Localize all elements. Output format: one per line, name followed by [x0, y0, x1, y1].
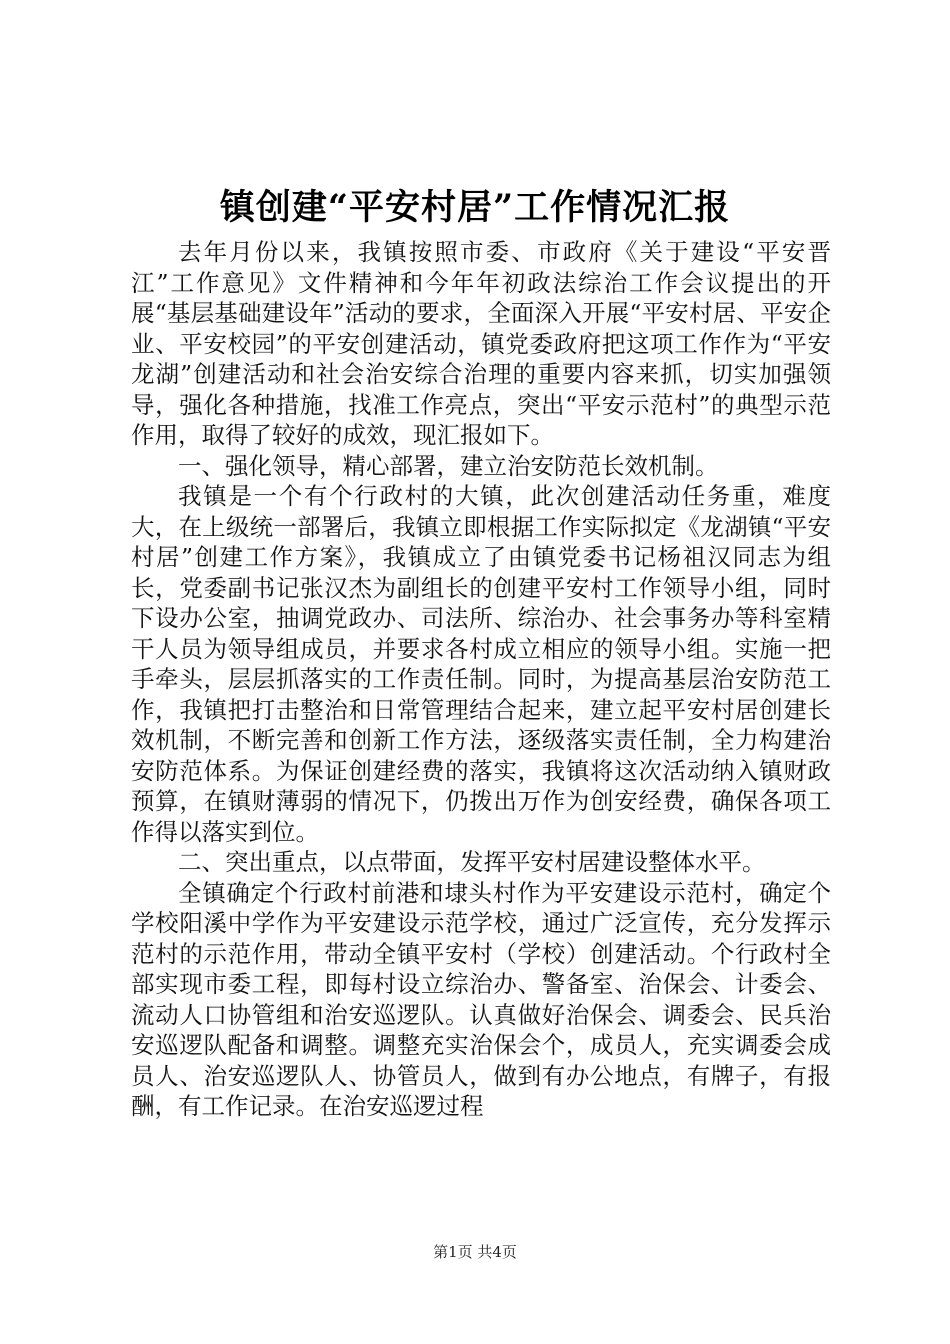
- page-footer: 第1页 共4页: [433, 1243, 517, 1261]
- section-heading-1: 一、强化领导，精心部署，建立治安防范长效机制。: [178, 451, 719, 480]
- paragraph-section-1: 我镇是一个有个行政村的大镇，此次创建活动任务重，难度大，在上级统一部署后，我镇立即根据工作实际拟定《龙湖镇“平安村居”创建工作方案》，我镇成立了由镇党委书记杨祖汉同志为组长，党委副书记张汉杰为副组长的创建平安村工作领导小组，同时下设办公室，抽调党政办、司法所、综治办、社会事务办等科室精干人员为领导组成员，并要求各村成立相应的领导小组。实施一把手牵头，层层抓落实的工作责任制。同时，为提高基层治安防范工作，我镇把打击整治和日常管理结合起来，建立起平安村居创建长效机制，不断完善和创新工作方法，逐级落实责任制，全力构建治安防范体系。为保证创建经费的落实，我镇将这次活动纳入镇财政预算，在镇财薄弱的情况下，仍拨出万作为创安经费，确保各项工作得以落实到位。: [131, 482, 831, 846]
- page-title: 镇创建“平安村居”工作情况汇报: [219, 187, 731, 228]
- document-body: [131, 237, 831, 1122]
- paragraph-section-2: 全镇确定个行政村前港和埭头村作为平安建设示范村，确定个学校阳溪中学作为平安建设示范学校，通过广泛宣传，充分发挥示范村的示范作用，带动全镇平安村（学校）创建活动。个行政村全部实现市委工程，即每村设立综治办、警备室、治保会、计委会、流动人口协管组和治安巡逻队。认真做好治保会、调委会、民兵治安巡逻队配备和调整。调整充实治保会个，成员人，充实调委会成员人、治安巡逻队人、协管员人，做到有办公地点，有牌子，有报酬，有工作记录。在治安巡逻过程: [131, 878, 831, 1120]
- section-heading-2: 二、突出重点，以点带面，发挥平安村居建设整体水平。: [178, 848, 766, 876]
- paragraph-intro: 去年月份以来，我镇按照市委、市政府《关于建设“平安晋江”工作意见》文件精神和今年年初政法综治工作会议提出的开展“基层基础建设年”活动的要求，全面深入开展“平安村居、平安企业、平安校园”的平安创建活动，镇党委政府把这项工作作为“平安龙湖”创建活动和社会治安综合治理的重要内容来抓，切实加强领导，强化各种措施，找准工作亮点，突出“平安示范村”的典型示范作用，取得了较好的成效，现汇报如下。: [131, 238, 831, 449]
